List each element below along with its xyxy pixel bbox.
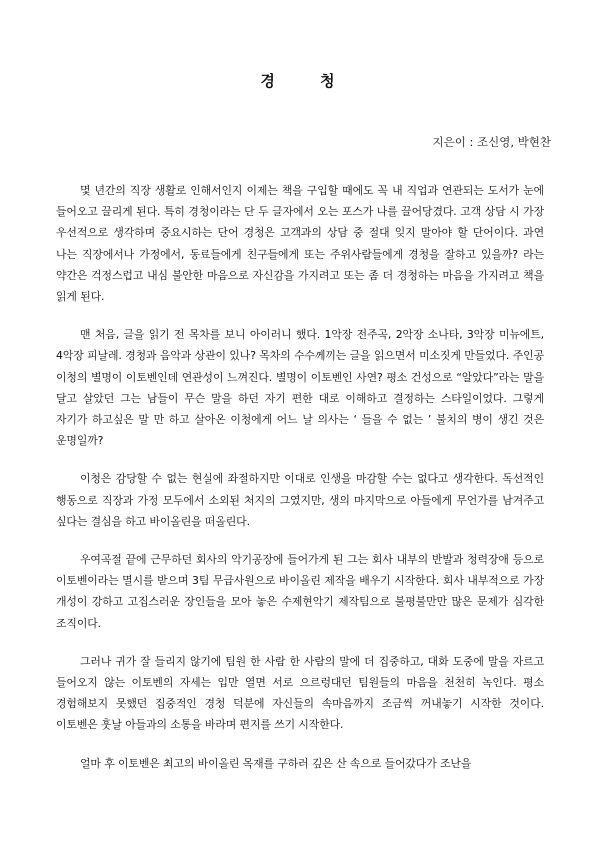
- paragraph: 그러나 귀가 잘 들리지 않기에 팀원 한 사람 한 사람의 말에 더 집중하고, 대화 도중에 말을 자르고 들어오지 않는 이토벤의 자세는 입만 열면 서로 으르렁대던 팀원들의 마음을 천천히 녹인다. 평소 경험해보지 못했던 집중적인 경청 덕분에 자신들의 속마음까지 조금씩 꺼내놓기 시작한 것이다. 이토벤은 훗날 아들과의 소통을 바라며 편지를 쓰기 시작한다.: [56, 654, 544, 732]
- paragraph: 몇 년간의 직장 생활로 인해서인지 이제는 책을 구입할 때에도 꼭 내 직업과 연관되는 도서가 눈에 들어오고 끌리게 된다. 특히 경청이라는 단 두 글자에서 오는 포스가 나를 끌어당겼다. 고객 상담 시 가장 우선적으로 생각하며 중요시하는 단어 경청은 고객과의 상담 중 절대 잊지 말아야 할 단어이다. 과연 나는 직장에서나 가정에서, 동료들에게 친구들에게 또는 주위사람들에게 경청을 잘하고 있을까? 라는 약간은 걱정스럽고 내심 불안한 마음으로 자신감을 가지려고 또는 좀 더 경청하는 마음을 가지려고 책을 읽게 된다.: [56, 184, 544, 304]
- paragraph: 맨 처음, 글을 읽기 전 목차를 보니 아이러니 했다. 1악장 전주곡, 2악장 소나타, 3악장 미뉴에트, 4악장 피날레. 경청과 음악과 상관이 있나? 목차의 수수께끼는 글을 읽으면서 미소짓게 만들었다. 주인공 이청의 별명이 이토벤인데 연관성이 느껴진다. 별명이 이토벤인 사연? 평소 건성으로 “알았다”라는 말을 달고 살았던 그는 남들이 무슨 말을 하던 자기 편한 대로 이해하고 결정하는 스타일이었다. 그렇게 자기가 하고싶은 말 만 하고 살아온 이청에게 어느 날 의사는 ‘ 들을 수 없는 ’ 불치의 병이 생긴 것은 운명일까?: [56, 328, 544, 448]
- page-title: 경 청: [260, 72, 355, 90]
- author-line: 지은이 : 조신영, 박현찬: [432, 135, 551, 149]
- paragraph: 우여곡절 끝에 근무하던 회사의 악기공장에 들어가게 된 그는 회사 내부의 반발과 청력장애 등으로 이토벤이라는 멸시를 받으며 3팀 무급사원으로 바이올린 제작을 배우기 시작한다. 회사 내부적으로 가장 개성이 강하고 고집스러운 장인들을 모아 놓은 수제현악기 제작팀으로 불평불만만 많은 문제가 심각한 조직이다.: [56, 553, 544, 630]
- paragraph: 이청은 감당할 수 없는 현실에 좌절하지만 이대로 인생을 마감할 수는 없다고 생각한다. 독선적인 행동으로 직장과 가정 모두에서 소외된 처지의 그였지만, 생의 마지막으로 아들에게 무언가를 남겨주고 싶다는 결심을 하고 바이올린을 떠올린다.: [56, 472, 544, 528]
- paragraph: 얼마 후 이토벤은 최고의 바이올린 목재를 구하러 깊은 산 속으로 들어갔다가 조난을: [80, 756, 472, 770]
- document-body: [56, 180, 544, 791]
